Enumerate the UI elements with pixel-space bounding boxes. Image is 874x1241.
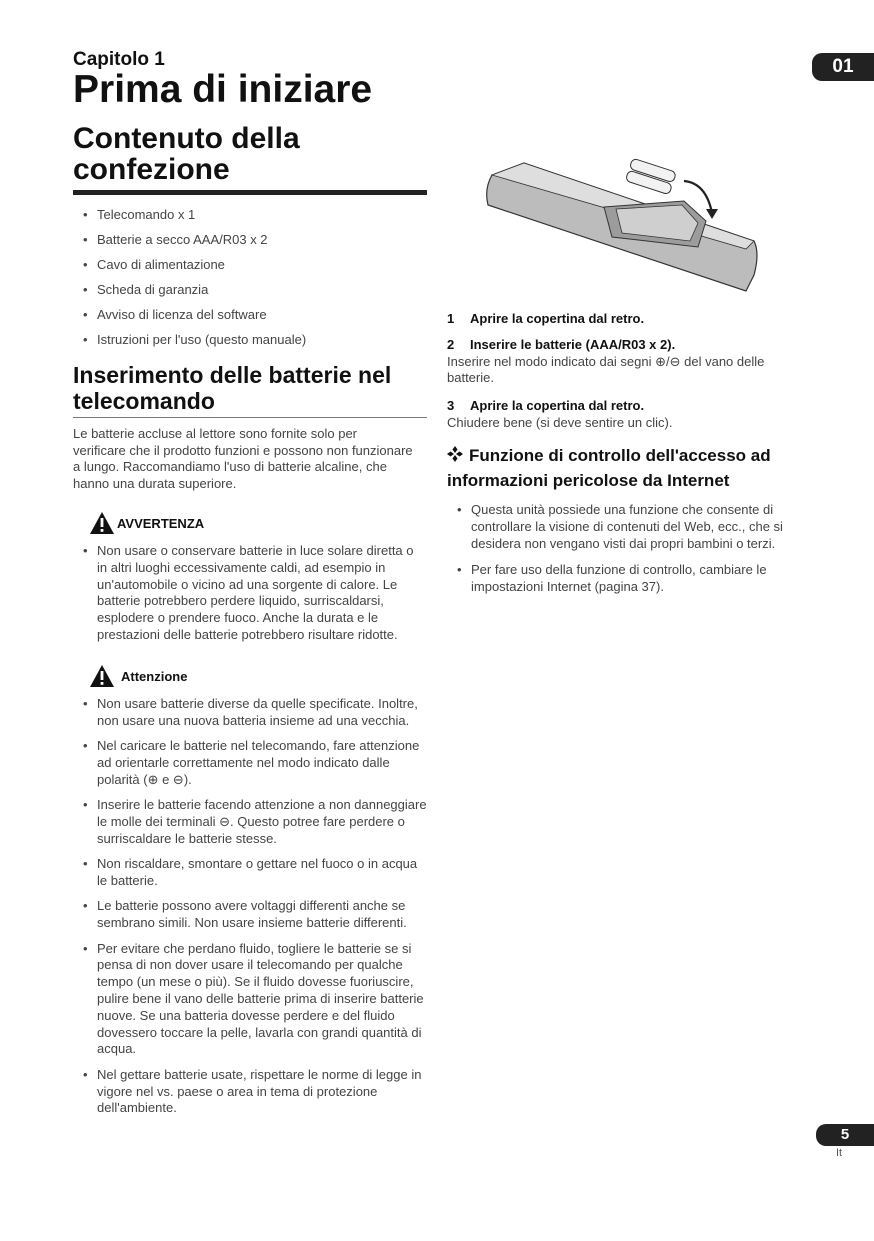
list-item: • Le batterie possono avere voltaggi differenti anche se sembrano simili. Non usare insieme batterie differenti. [73,898,427,932]
list-item: • Non riscaldare, smontare o gettare nel fuoco o in acqua le batterie. [73,856,427,890]
language-code: It [836,1147,843,1159]
chapter-label: Capitolo 1 [73,49,165,70]
subsection-divider [73,417,427,418]
list-item: • Avviso di licenza del software [73,307,427,324]
step-number: 2 [447,337,455,352]
chapter-tab: 01 [812,53,874,81]
list-item: • Questa unità possiede una funzione che consente di controllare la visione di contenuti del Web, ecc., che si desidera non vengano visti dai propri bambini o terzi. [447,502,803,552]
step-number: 1 [447,311,455,326]
list-item: • Non usare o conservare batterie in luce solare diretta o in altri luoghi eccessivamente caldi, ad esempio in un'automobile o vicino ad una sorgente di calore. Le batterie potrebbero perdere liquido, surriscaldarsi, esplodere o prendere fuoco. Anche la durata e le prestazioni delle batterie potrebbero risultare ridotte. [73,543,427,644]
contents-list [73,207,427,357]
step-3 [447,398,807,431]
warning-triangle-icon [89,664,115,688]
remote-battery-illustration [484,157,760,299]
subsection-title-batteries: Inserimento delle batterie nel telecomando [73,362,392,414]
step-1 [447,311,807,328]
step-heading: Aprire la copertina dal retro. [470,398,645,413]
warning-triangle-icon [89,511,115,535]
list-item: • Per evitare che perdano fluido, togliere le batterie se si pensa di non dover usare il telecomando per qualche tempo (un mese o più). Se il fluido dovesse fuoriuscire, pulire bene il vano delle batterie prima di inserire batterie nuove. Se una batteria dovesse perdere e del fluido dovessero toccare la pelle, lavarla con grandi quantità di acqua. [73,941,427,1059]
feature-title [447,443,807,493]
list-item: • Scheda di garanzia [73,282,427,299]
intro-paragraph: Le batterie accluse al lettore sono fornite solo per verificare che il prodotto funzioni e possono non funzionare a lungo. Raccomandiamo l'uso di batterie alcaline, che hanno una durata superiore. [73,426,413,491]
list-item: • Telecomando x 1 [73,207,427,224]
step-heading: Inserire le batterie (AAA/R03 x 2). [470,337,676,352]
page-title: Prima di iniziare [73,68,373,111]
warning-heading-label: AVVERTENZA [117,515,205,531]
step-number: 3 [447,398,455,413]
list-item: • Istruzioni per l'uso (questo manuale) [73,332,427,349]
list-item: • Batterie a secco AAA/R03 x 2 [73,232,427,249]
page-number: 5 [816,1124,874,1146]
step-detail: Chiudere bene (si deve sentire un clic). [447,414,673,430]
list-item: • Nel caricare le batterie nel telecomando, fare attenzione ad orientarle correttamente nel modo indicato dalle polarità (⊕ e ⊖). [73,738,427,788]
caution-heading-label: Attenzione [121,668,188,684]
list-item: • Cavo di alimentazione [73,257,427,274]
section-title-contents: Contenuto della confezione [73,122,300,186]
step-2 [447,337,807,387]
list-item: • Nel gettare batterie usate, rispettare le norme di legge in vigore nel vs. paese o area in tema di protezione dell'ambiente. [73,1067,427,1117]
list-item: • Non usare batterie diverse da quelle specificate. Inoltre, non usare una nuova batteria insieme ad una vecchia. [73,696,427,730]
step-heading: Aprire la copertina dal retro. [470,311,645,326]
list-item: • Per fare uso della funzione di controllo, cambiare le impostazioni Internet (pagina 37). [447,562,803,596]
list-item: • Inserire le batterie facendo attenzione a non danneggiare le molle dei terminali ⊖. Questo potree fare perdere o surriscaldare le batterie stesse. [73,797,427,847]
four-diamond-icon [447,446,463,462]
feature-title-text: Funzione di controllo dell'accesso ad informazioni pericolose da Internet [447,446,771,490]
caution-list [73,696,427,1126]
caution-heading [89,664,187,688]
warning-heading [89,511,204,535]
warning-list [73,543,427,644]
feature-list [447,502,803,606]
step-detail: Inserire nel modo indicato dai segni ⊕/⊖ del vano delle batterie. [447,353,765,386]
section-divider [73,190,427,195]
